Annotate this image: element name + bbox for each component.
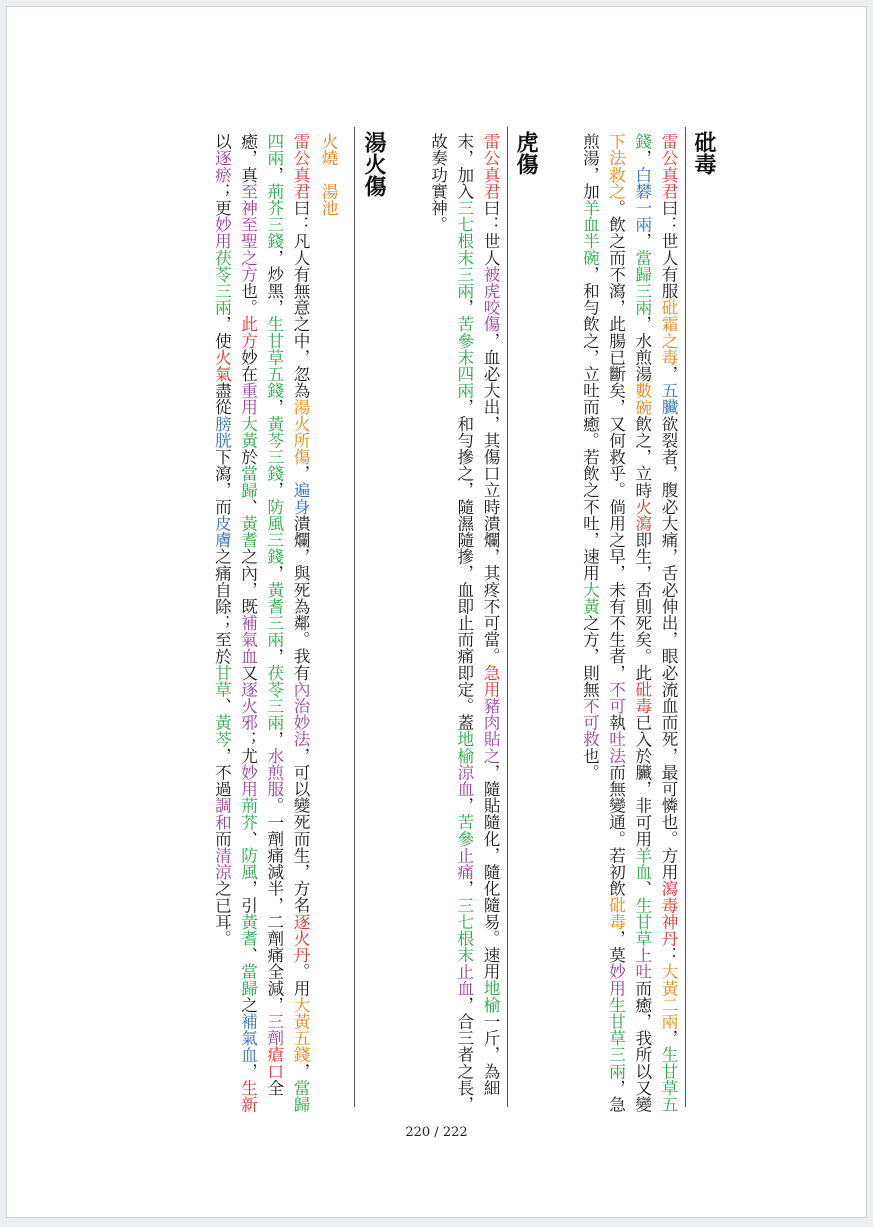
highlighted-term: 不可救: [580, 697, 600, 748]
text-run: 、: [238, 498, 258, 515]
text-run: 而癒，我所以又變: [632, 979, 652, 1113]
highlighted-term: 下法救之: [606, 133, 626, 200]
highlighted-term: 重用: [238, 382, 258, 416]
text-run: 盡從: [212, 382, 232, 416]
text-run: 以: [212, 133, 232, 150]
text-run: 又: [238, 664, 258, 681]
highlighted-term: 甘草: [212, 664, 232, 698]
text-run: 。一劑痛減半，二劑痛全減，: [264, 797, 284, 1013]
highlighted-term: 三七根末: [454, 199, 474, 266]
highlighted-term: 瀉毒神丹: [659, 880, 678, 947]
section-body-arsenic: [571, 133, 681, 1123]
highlighted-term: 湯火所傷: [291, 398, 310, 466]
highlighted-term: 止痛: [454, 846, 474, 881]
text-run: ，: [264, 564, 284, 582]
highlighted-term: 內治妙法: [291, 680, 310, 748]
text-run: 而無變通。若初飲: [606, 763, 626, 897]
text-run: 。飲之而不瀉，此腸已斷矣，又何救乎。倘用之早，未有不生者，: [606, 199, 626, 681]
highlighted-term: 荊芥三錢: [264, 182, 284, 250]
highlighted-term: 清涼: [212, 846, 232, 881]
text-run: ，: [264, 730, 284, 748]
highlighted-term: 火氣: [212, 348, 232, 383]
text-run: 妙在: [238, 348, 258, 383]
highlighted-term: 妙用: [212, 216, 232, 250]
highlighted-term: 黃芩: [212, 714, 232, 748]
highlighted-term: 羊血半碗: [580, 199, 600, 266]
text-run: ，莫: [606, 929, 626, 964]
highlighted-term: 膀胱: [212, 415, 232, 449]
highlighted-term: 黃耆: [238, 514, 258, 549]
text-run: ；更: [212, 182, 232, 217]
text-run: 欲裂者，腹必大痛，舌必伸出，眼必流血而死，最可憐也。方用: [659, 415, 678, 881]
text-run: ，: [264, 166, 284, 183]
highlighted-term: 此方: [238, 315, 258, 349]
highlighted-term: 防風三錢: [264, 498, 284, 565]
section-body-tiger-wound: [419, 133, 503, 1123]
highlighted-term: 逐瘀: [212, 149, 232, 183]
text-run: ，合三者之長，故奏功實神。: [428, 133, 474, 1113]
text-run: ，水煎湯: [632, 315, 652, 383]
text-run: ，: [264, 647, 284, 665]
text-run: 而: [212, 830, 232, 847]
text-run: ，: [632, 149, 652, 167]
highlighted-term: 皮膚: [212, 514, 232, 549]
text-run: 、: [238, 946, 258, 964]
highlighted-term: 急用: [481, 664, 500, 698]
highlighted-term: 五臟: [659, 382, 678, 416]
text-run: ，隨貼隨化，隨化隨易。速用: [481, 763, 500, 980]
current-page: 220: [405, 1125, 431, 1140]
text-run: ，: [454, 299, 474, 316]
text-run: ，炒黑，: [264, 249, 284, 316]
highlighted-term: 生新: [238, 1079, 258, 1113]
highlighted-term: 逐火丹: [291, 913, 310, 964]
text-run: 曰：世人有服: [659, 199, 678, 300]
highlighted-term: 涼血: [454, 763, 474, 798]
highlighted-term: 生甘草三兩: [606, 996, 626, 1080]
section-divider-arsenic: [685, 127, 686, 1107]
text-run: ，: [632, 232, 652, 250]
highlighted-term: 大黃: [659, 963, 678, 997]
highlighted-term: 茯苓三兩: [212, 249, 232, 316]
highlighted-term: 砒霜之毒: [659, 299, 678, 366]
text-run: 之內，既: [238, 548, 258, 615]
highlighted-term: 防風: [238, 846, 258, 881]
text-run: ，和勻摻之，隨濕隨摻，血即止而痛即定。蓋: [454, 398, 474, 731]
highlighted-term: 至神至聖之方: [238, 182, 258, 283]
highlighted-term: 妙用: [238, 763, 258, 798]
section-divider-burn-wound: [354, 127, 355, 1107]
text-run: 執: [606, 714, 626, 731]
text-run: 曰：世人: [481, 199, 500, 266]
highlighted-term: 苦參: [454, 813, 474, 847]
highlighted-term: 水煎服: [264, 747, 284, 798]
highlighted-term: 豬肉貼之: [481, 697, 500, 764]
highlighted-term: 羊血: [632, 846, 652, 881]
highlighted-term: 白礬一兩: [632, 166, 652, 233]
text-run: 已入於臟，非可用: [632, 714, 652, 847]
highlighted-term: 生甘草: [632, 896, 652, 947]
text-run: 也。: [238, 282, 258, 316]
section-body-burn-wound: [181, 133, 313, 1123]
highlighted-term: 遍身: [291, 481, 310, 515]
text-run: ，: [454, 880, 474, 897]
highlighted-term: 當歸: [238, 465, 258, 499]
highlighted-term: 地榆: [481, 979, 500, 1013]
highlighted-term: 逐火邪: [238, 680, 258, 731]
highlighted-term: 補氣血: [238, 614, 258, 665]
text-run: 全癒，真: [238, 133, 284, 1096]
highlighted-term: 二兩: [659, 996, 678, 1030]
text-run: ，: [454, 797, 474, 814]
highlighted-term: 雷公真君: [481, 133, 500, 200]
highlighted-term: 荊芥: [238, 797, 258, 831]
highlighted-term: 當歸: [238, 963, 258, 997]
text-run: ，血必大出，其傷口立時潰爛，其疼不可當。: [481, 332, 500, 665]
text-run: 之痛自除；至於: [212, 548, 232, 665]
text-run: ，急煎湯，加: [580, 133, 626, 1113]
highlighted-term: 生甘草五錢: [264, 315, 284, 399]
text-run: ，不過: [212, 747, 232, 798]
page-separator: /: [434, 1125, 439, 1140]
text-run: ，: [264, 481, 284, 499]
text-run: 潰爛，與死為鄰。我有: [291, 514, 310, 681]
highlighted-term: 雷公真君: [659, 133, 678, 200]
text-run: 之已耳。: [212, 880, 232, 947]
highlighted-term: 砒毒: [606, 896, 626, 930]
highlighted-term: 當歸三兩: [632, 249, 652, 316]
text-run: 也。: [580, 747, 600, 781]
highlighted-term: 火瀉: [632, 498, 652, 532]
highlighted-term: 被虎咬傷: [481, 265, 500, 333]
text-run: ，: [264, 398, 284, 416]
text-run: 下瀉，而: [212, 448, 232, 515]
highlighted-term: 生甘草五錢: [632, 133, 678, 1113]
text-run: 之: [238, 996, 258, 1013]
highlighted-term: 大黃五錢: [291, 996, 310, 1063]
highlighted-term: 妙用: [606, 963, 626, 997]
text-run: ：: [659, 946, 678, 964]
highlighted-term: 補氣血: [238, 1012, 258, 1063]
highlighted-term: 吐法: [606, 730, 626, 764]
text-run: ，: [659, 365, 678, 383]
text-run: 飲之，立時: [632, 415, 652, 499]
text-run: 一斤，為細末，加入: [454, 133, 500, 1096]
section-divider-tiger-wound: [507, 127, 508, 1107]
page-number: [7, 1125, 866, 1140]
text-run: 。用: [291, 963, 310, 997]
text-run: 、: [212, 697, 232, 715]
highlighted-term: 黃耆三兩: [264, 581, 284, 648]
highlighted-term: 止血: [454, 963, 474, 997]
section-title-burn-wound: 湯火傷: [361, 131, 387, 197]
highlighted-term: 大黃: [238, 415, 258, 449]
highlighted-term: 瘡口: [264, 1046, 284, 1080]
highlighted-term: 不可: [606, 680, 626, 715]
text-run: ，: [238, 1062, 258, 1080]
text-run: 即生，否則死矣。此: [632, 531, 652, 681]
total-pages: 222: [442, 1125, 468, 1140]
highlighted-term: 茯苓三兩: [264, 664, 284, 731]
text-run: ，: [659, 1029, 678, 1047]
text-run: ，可以變死而生，方名: [291, 747, 310, 914]
highlighted-term: 地榆: [454, 730, 474, 764]
text-run: ，: [291, 465, 310, 482]
highlighted-term: 上吐: [632, 946, 652, 980]
text-run: 之方，則無: [580, 614, 600, 698]
text-run: 、: [238, 830, 258, 847]
highlighted-term: 雷公真君: [291, 133, 310, 200]
highlighted-term: 當歸四兩: [264, 133, 310, 1113]
section-title-tiger-wound: 虎傷: [513, 131, 539, 175]
highlighted-term: 三劑: [264, 1012, 284, 1047]
highlighted-term: 調和: [212, 797, 232, 831]
section-subhead-burn-wound: 火燒 湯池: [319, 133, 338, 216]
text-run: ，: [291, 1062, 310, 1080]
highlighted-term: 三兩: [454, 265, 474, 300]
text-run: ，和勻飲之，立吐而癒。若飲之不吐，速用: [580, 265, 600, 582]
highlighted-term: 苦參末四兩: [454, 315, 474, 399]
highlighted-term: 三七根末: [454, 896, 474, 964]
highlighted-term: 黃耆: [238, 913, 258, 947]
highlighted-term: 黃芩三錢: [264, 415, 284, 482]
text-run: 於: [238, 448, 258, 466]
text-run: ；尤: [238, 730, 258, 764]
text-run: 曰：凡人有無意之中，忽為: [291, 199, 310, 399]
highlighted-term: 砒毒: [632, 680, 652, 715]
text-run: ，使: [212, 315, 232, 349]
text-run: ，引: [238, 880, 258, 914]
highlighted-term: 數碗: [632, 382, 652, 416]
section-title-arsenic: 砒毒: [691, 131, 717, 175]
document-page: [6, 6, 867, 1218]
highlighted-term: 大黃: [580, 581, 600, 615]
text-run: 、: [632, 880, 652, 897]
